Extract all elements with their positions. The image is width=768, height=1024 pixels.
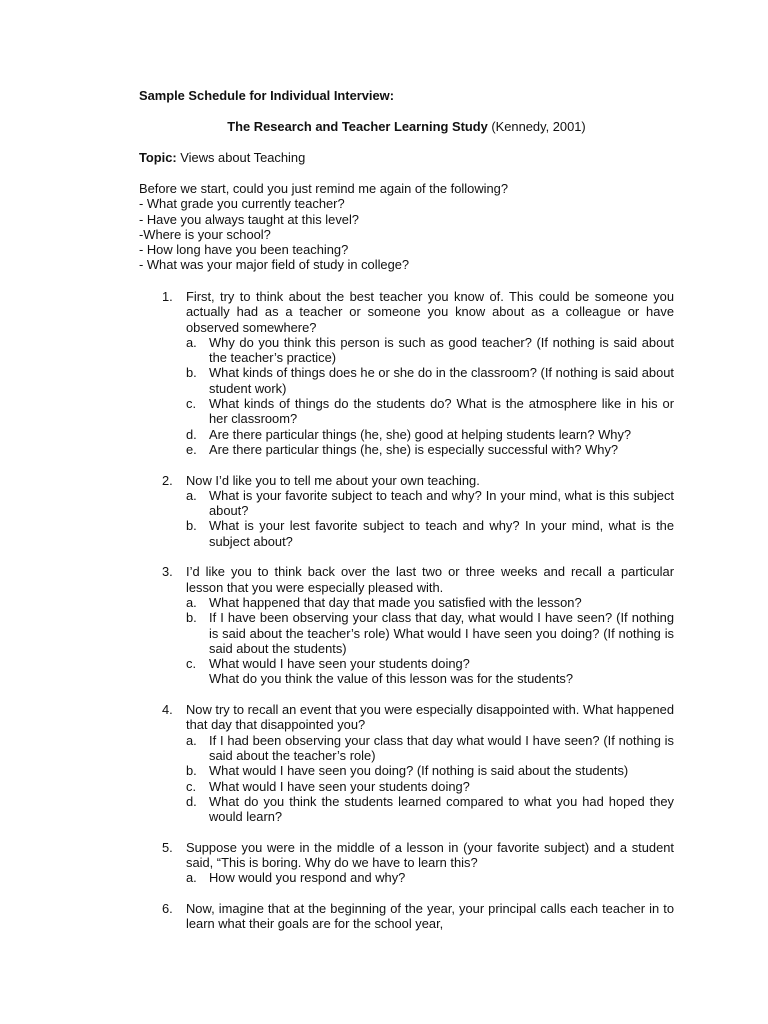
sub-letter: a. [186,732,197,748]
sub-question [186,442,674,457]
intro-line: Before we start, could you just remind me again of the following? [139,181,509,196]
sub-question-text: What would I have seen your students doing? [209,656,470,672]
question-item [139,702,674,824]
study-title-bold: The Research and Teacher Learning Study [227,119,488,134]
document-heading: Sample Schedule for Individual Interview: [139,88,395,103]
question-number: 3. [162,564,173,580]
question-number: 1. [162,289,173,304]
sub-letter: c. [186,656,197,672]
question-item [139,564,674,686]
study-title [139,119,674,134]
question-number: 2. [162,472,173,488]
question-text: Suppose you were in the middle of a lesson in (your favorite subject) and a student said, “This is boring. Why do we have to learn this? [186,839,674,870]
question-text: Now, imagine that at the beginning of the year, your principal calls each teacher in to learn what their goals are for the school year, [186,900,674,932]
sub-question-text: What would I have seen your students doing? [209,778,470,794]
sub-question-text: Why do you think this person is such as good teacher? (If nothing is said about the teacher’s practice) [209,334,674,366]
intro-block [139,181,679,273]
sub-question [186,488,674,519]
sub-question-text: What kinds of things does he or she do in the classroom? (If nothing is said about student work) [209,365,674,396]
question-item [139,840,674,886]
sub-question [186,763,674,778]
sub-letter: b. [186,365,197,381]
sub-letter: c. [186,396,197,412]
sub-letter: e. [186,441,197,457]
question-number: 6. [162,900,173,916]
sub-question-text: Are there particular things (he, she) good at helping students learn? Why? [209,426,632,442]
sub-question [186,779,674,794]
sub-letter: a. [186,334,197,350]
question-list [139,289,674,947]
intro-line: - What was your major field of study in college? [139,257,410,273]
sub-letter: a. [186,870,197,886]
sub-question-text: Are there particular things (he, she) is especially successful with? Why? [209,441,619,457]
sub-question [186,518,674,549]
sub-question-text: What do you think the students learned compared to what you had hoped they would learn? [209,793,674,825]
sub-question [186,610,674,656]
sub-letter: c. [186,778,197,794]
sub-question-text: What happened that day that made you satisfied with the lesson? [209,594,582,610]
question-text: I’d like you to think back over the last two or three weeks and recall a particular lesson that you were especially pleased with. [186,564,674,595]
sub-question [186,733,674,764]
sub-question-text: What is your lest favorite subject to teach and why? In your mind, what is the subject about? [209,518,674,549]
sub-letter: a. [186,487,197,503]
intro-line: -Where is your school? [139,226,271,242]
sub-question-text: If I have been observing your class that day, what would I have seen? (If nothing is said about the teacher’s role) What would I have seen you doing? (If nothing is said about the students) [209,610,674,656]
question-text: Now try to recall an event that you were especially disappointed with. What happened that day that disappointed you? [186,702,674,733]
question-text: Now I’d like you to tell me about your own teaching. [186,472,480,488]
intro-line: - What grade you currently teacher? [139,196,345,212]
sub-question-text: How would you respond and why? [209,870,406,886]
question-item [139,901,674,932]
topic-label: Topic: [139,150,177,165]
question-item [139,289,674,457]
sub-letter: d. [186,793,197,809]
sub-question [186,335,674,366]
sub-letter: a. [186,594,197,610]
sub-question-text: What kinds of things do the students do? What is the atmosphere like in his or her classroom? [209,396,674,427]
sub-question-continuation: What do you think the value of this lesson was for the students? [209,671,574,687]
topic-line [139,150,305,165]
sub-question [186,427,674,442]
sub-question [186,365,674,396]
sub-letter: b. [186,518,197,534]
question-number: 4. [162,702,173,718]
sub-question [186,870,674,885]
intro-line: - How long have you been teaching? [139,242,349,258]
sub-question [186,656,674,671]
question-text: First, try to think about the best teacher you know of. This could be someone you actually had as a teacher or someone you know about as a colleague or have observed somewhere? [186,289,674,335]
sub-question-text: If I had been observing your class that day what would I have seen? (If nothing is said about the teacher’s role) [209,732,674,763]
sub-letter: d. [186,426,197,442]
sub-question [186,794,674,825]
study-citation: (Kennedy, 2001) [487,119,586,134]
sub-letter: b. [186,610,197,626]
topic-value: Views about Teaching [176,150,306,165]
question-number: 5. [162,839,173,855]
sub-question [186,396,674,427]
sub-question-text: What is your favorite subject to teach and why? In your mind, what is this subject about? [209,487,674,519]
intro-line: - Have you always taught at this level? [139,211,359,227]
sub-letter: b. [186,763,197,779]
sub-question [186,595,674,610]
sub-question-text: What would I have seen you doing? (If nothing is said about the students) [209,763,629,779]
question-item [139,473,674,549]
